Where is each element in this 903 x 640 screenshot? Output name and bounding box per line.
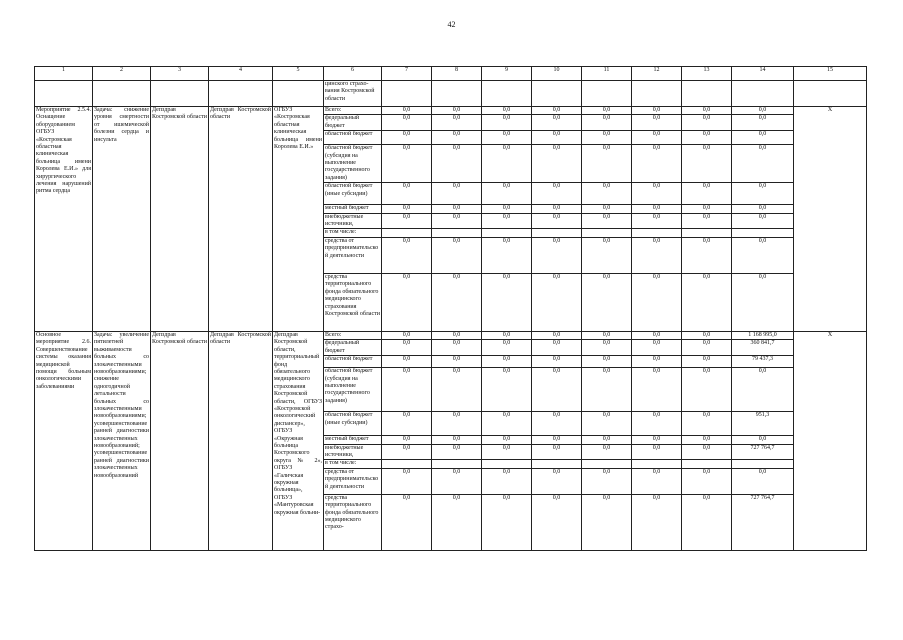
value-cell	[532, 229, 582, 237]
header-cell: 12	[632, 67, 682, 81]
value-cell: 0,0	[732, 213, 794, 229]
section1-col15: X	[794, 107, 867, 332]
value-cell	[632, 229, 682, 237]
value-cell: 0,0	[582, 468, 632, 494]
header-cell: 2	[93, 67, 151, 81]
value-cell: 0,0	[682, 145, 732, 183]
value-cell: 0,0	[432, 213, 482, 229]
value-cell: 0,0	[632, 436, 682, 444]
value-cell: 0,0	[382, 213, 432, 229]
value-cell: 0,0	[682, 273, 732, 331]
value-cell: 0,0	[432, 107, 482, 115]
value-cell: 0,0	[682, 494, 732, 550]
value-cell: 360 841,7	[732, 340, 794, 356]
value-cell: 0,0	[432, 340, 482, 356]
value-cell	[532, 460, 582, 468]
value-cell: 0,0	[482, 356, 532, 368]
value-cell: 0,0	[482, 412, 532, 436]
value-cell: 0,0	[732, 145, 794, 183]
value-cell: 0,0	[432, 468, 482, 494]
value-cell: 0,0	[682, 356, 732, 368]
value-cell	[482, 229, 532, 237]
value-cell: 0,0	[382, 145, 432, 183]
value-cell: 0,0	[632, 273, 682, 331]
value-cell: 0,0	[532, 183, 582, 205]
value-cell: 0,0	[382, 205, 432, 213]
value-cell: 0,0	[732, 131, 794, 145]
value-cell: 0,0	[482, 444, 532, 460]
value-cell: 0,0	[532, 107, 582, 115]
value-cell	[632, 460, 682, 468]
value-cell: 0,0	[632, 331, 682, 339]
header-cell: 8	[432, 67, 482, 81]
value-cell: 0,0	[732, 237, 794, 273]
value-cell: 0,0	[382, 340, 432, 356]
header-cell: 4	[209, 67, 273, 81]
table-row	[35, 107, 867, 115]
value-cell: 0,0	[382, 331, 432, 339]
section1-col4: Депздрав Костромской области	[209, 107, 273, 332]
section2-col1: Основное мероприятие 2.6. Совершенствование системы оказания медицинской помощи больным онкологическими заболеваниями	[35, 331, 93, 550]
value-cell: 0,0	[632, 237, 682, 273]
funding-source-label: средства территориального фонда обязательного медицинского страхования Костромской области	[324, 273, 382, 331]
value-cell: 0,0	[682, 205, 732, 213]
value-cell: 0,0	[582, 237, 632, 273]
value-cell: 0,0	[582, 444, 632, 460]
funding-source-label: областной бюджет (иные субсидии)	[324, 183, 382, 205]
section1-col2: Задача: снижение уровня смертности от ишемической болезни сердца и инсульта	[93, 107, 151, 332]
header-cell: 9	[482, 67, 532, 81]
section1-col3: Депздрав Костромской области	[151, 107, 209, 332]
value-cell: 0,0	[382, 468, 432, 494]
value-cell: 0,0	[432, 183, 482, 205]
value-cell: 0,0	[482, 368, 532, 412]
value-cell: 0,0	[482, 145, 532, 183]
page-number: 42	[447, 20, 456, 29]
value-cell: 0,0	[532, 145, 582, 183]
value-cell: 0,0	[482, 183, 532, 205]
value-cell: 0,0	[482, 115, 532, 131]
header-cell: 3	[151, 67, 209, 81]
funding-source-label: в том числе:	[324, 460, 382, 468]
value-cell: 0,0	[682, 107, 732, 115]
section2-col15: X	[794, 331, 867, 550]
value-cell: 0,0	[432, 273, 482, 331]
value-cell: 0,0	[682, 237, 732, 273]
value-cell: 0,0	[682, 412, 732, 436]
value-cell: 0,0	[532, 115, 582, 131]
value-cell: 0,0	[532, 368, 582, 412]
section2-col5: Депздрав Костромской области, территориальный фонд обязательного медицинского страхования Костромской области, ОГБУЗ «Костромской онкологический диспансер», ОГБУЗ «Окружная больница Костромского округа № 2», ОГБУЗ «Галичская окружная больница», ОГБУЗ «Мантуровская окружная больни-	[273, 331, 324, 550]
table-row	[35, 331, 867, 339]
value-cell: 0,0	[432, 131, 482, 145]
header-row	[35, 67, 867, 81]
funding-source-label: местный бюджет	[324, 205, 382, 213]
value-cell: 0,0	[432, 412, 482, 436]
value-cell: 0,0	[632, 115, 682, 131]
value-cell: 0,0	[632, 107, 682, 115]
value-cell: 0,0	[582, 273, 632, 331]
value-cell: 0,0	[382, 237, 432, 273]
value-cell: 0,0	[532, 356, 582, 368]
funding-source-label: областной бюджет (иные субсидии)	[324, 412, 382, 436]
value-cell: 0,0	[582, 331, 632, 339]
value-cell: 727 764,7	[732, 494, 794, 550]
value-cell	[732, 460, 794, 468]
value-cell: 0,0	[582, 368, 632, 412]
value-cell: 0,0	[432, 436, 482, 444]
value-cell: 0,0	[632, 131, 682, 145]
value-cell	[432, 460, 482, 468]
value-cell	[582, 229, 632, 237]
value-cell: 0,0	[432, 331, 482, 339]
value-cell: 0,0	[482, 237, 532, 273]
value-cell	[482, 460, 532, 468]
funding-source-label: областной бюджет (субсидия на выполнение государственного задания)	[324, 145, 382, 183]
value-cell: 951,3	[732, 412, 794, 436]
funding-source-label: областной бюджет	[324, 131, 382, 145]
value-cell: 0,0	[432, 494, 482, 550]
value-cell: 0,0	[382, 436, 432, 444]
value-cell: 0,0	[432, 145, 482, 183]
value-cell: 0,0	[682, 436, 732, 444]
value-cell: 0,0	[682, 183, 732, 205]
value-cell: 0,0	[582, 494, 632, 550]
section2-col4: Депздрав Костромской области	[209, 331, 273, 550]
header-cell: 13	[682, 67, 732, 81]
value-cell: 0,0	[482, 340, 532, 356]
value-cell: 0,0	[382, 183, 432, 205]
value-cell: 0,0	[632, 368, 682, 412]
value-cell: 0,0	[732, 436, 794, 444]
value-cell: 0,0	[382, 444, 432, 460]
value-cell: 0,0	[632, 145, 682, 183]
value-cell: 0,0	[632, 183, 682, 205]
header-cell: 1	[35, 67, 93, 81]
value-cell: 0,0	[682, 444, 732, 460]
value-cell: 0,0	[532, 468, 582, 494]
header-cell: 11	[582, 67, 632, 81]
value-cell: 0,0	[682, 213, 732, 229]
value-cell: 0,0	[382, 356, 432, 368]
value-cell: 0,0	[682, 331, 732, 339]
value-cell: 0,0	[582, 115, 632, 131]
funding-source-label: областной бюджет (субсидия на выполнение государственного задания)	[324, 368, 382, 412]
funding-source-label: федеральный бюджет	[324, 115, 382, 131]
value-cell: 0,0	[382, 273, 432, 331]
value-cell	[582, 460, 632, 468]
funding-source-label: средства от предпринимательской деятельности	[324, 468, 382, 494]
header-cell: 7	[382, 67, 432, 81]
header-cell: 15	[794, 67, 867, 81]
value-cell: 0,0	[382, 412, 432, 436]
value-cell: 0,0	[482, 213, 532, 229]
section1-col1: Мероприятие 2.5.4. Оснащение оборудованием ОГБУЗ «Костромская областная клиническая больница имени Королева Е.И.» для хирургического лечения нарушений ритма сердца	[35, 107, 93, 332]
funding-source-label: Всего:	[324, 107, 382, 115]
value-cell: 0,0	[632, 494, 682, 550]
value-cell: 0,0	[682, 131, 732, 145]
value-cell: 0,0	[482, 107, 532, 115]
value-cell: 0,0	[632, 205, 682, 213]
value-cell: 0,0	[732, 107, 794, 115]
funding-source-label: средства территориального фонда обязательного медицинского страхо-	[324, 494, 382, 550]
value-cell: 0,0	[732, 205, 794, 213]
section2-col3: Депздрав Костромской области	[151, 331, 209, 550]
value-cell: 0,0	[582, 356, 632, 368]
value-cell: 0,0	[582, 183, 632, 205]
funding-source-label: внебюджетные источники,	[324, 213, 382, 229]
value-cell: 0,0	[682, 340, 732, 356]
value-cell: 0,0	[382, 115, 432, 131]
value-cell: 0,0	[382, 494, 432, 550]
value-cell	[682, 229, 732, 237]
value-cell: 0,0	[532, 444, 582, 460]
value-cell	[682, 460, 732, 468]
value-cell: 0,0	[582, 145, 632, 183]
section1-col5: ОГБУЗ «Костромская областная клиническая больница имени Королева Е.И.»	[273, 107, 324, 332]
value-cell: 0,0	[432, 237, 482, 273]
funding-source-label: внебюджетные источники,	[324, 444, 382, 460]
value-cell: 0,0	[682, 115, 732, 131]
value-cell: 0,0	[582, 131, 632, 145]
value-cell: 0,0	[632, 444, 682, 460]
value-cell: 0,0	[382, 131, 432, 145]
value-cell: 0,0	[632, 412, 682, 436]
value-cell: 0,0	[532, 331, 582, 339]
value-cell: 0,0	[432, 356, 482, 368]
value-cell: 0,0	[432, 205, 482, 213]
value-cell: 0,0	[382, 107, 432, 115]
value-cell: 0,0	[732, 468, 794, 494]
value-cell: 727 764,7	[732, 444, 794, 460]
header-cell: 5	[273, 67, 324, 81]
value-cell: 0,0	[532, 412, 582, 436]
value-cell: 0,0	[732, 115, 794, 131]
value-cell: 0,0	[582, 213, 632, 229]
value-cell: 0,0	[632, 356, 682, 368]
value-cell: 0,0	[532, 213, 582, 229]
value-cell: 0,0	[482, 494, 532, 550]
carry-row	[35, 81, 867, 107]
value-cell: 0,0	[532, 237, 582, 273]
value-cell: 0,0	[482, 205, 532, 213]
value-cell: 0,0	[482, 436, 532, 444]
value-cell: 0,0	[632, 340, 682, 356]
funding-source-label: областной бюджет	[324, 356, 382, 368]
funding-source-label: средства от предпринимательской деятельности	[324, 237, 382, 273]
value-cell: 0,0	[482, 468, 532, 494]
value-cell: 0,0	[732, 273, 794, 331]
value-cell: 0,0	[582, 107, 632, 115]
value-cell: 0,0	[382, 368, 432, 412]
value-cell: 0,0	[432, 368, 482, 412]
value-cell: 0,0	[532, 340, 582, 356]
value-cell: 0,0	[482, 331, 532, 339]
value-cell: 0,0	[682, 468, 732, 494]
funding-source-label: Всего:	[324, 331, 382, 339]
value-cell: 0,0	[532, 436, 582, 444]
value-cell	[732, 229, 794, 237]
section2-col2: Задача: увеличение пятилетней выживаемости больных со злокачественными новообразованиями; снижение одногодичной летальности больных со злокачественными новообразованиями; усовершенствование ранней диагностики злокачественных новообразований; усовершенствование ранней диагностики злокачественных новообразований	[93, 331, 151, 550]
value-cell	[382, 229, 432, 237]
value-cell: 0,0	[682, 368, 732, 412]
carry-label: цинского страхо-вания Костромской области	[324, 81, 382, 107]
value-cell: 0,0	[732, 183, 794, 205]
value-cell: 0,0	[532, 494, 582, 550]
funding-source-label: местный бюджет	[324, 436, 382, 444]
value-cell: 0,0	[482, 273, 532, 331]
value-cell: 0,0	[432, 115, 482, 131]
value-cell: 0,0	[632, 213, 682, 229]
value-cell: 0,0	[582, 412, 632, 436]
value-cell: 0,0	[532, 205, 582, 213]
value-cell: 0,0	[732, 368, 794, 412]
value-cell	[382, 460, 432, 468]
header-cell: 14	[732, 67, 794, 81]
program-table	[34, 66, 867, 551]
value-cell: 0,0	[582, 340, 632, 356]
funding-source-label: в том числе:	[324, 229, 382, 237]
value-cell: 0,0	[582, 205, 632, 213]
value-cell: 79 437,3	[732, 356, 794, 368]
value-cell: 0,0	[632, 468, 682, 494]
header-cell: 10	[532, 67, 582, 81]
value-cell: 1 168 995,0	[732, 331, 794, 339]
header-cell: 6	[324, 67, 382, 81]
funding-source-label: федеральный бюджет	[324, 340, 382, 356]
value-cell: 0,0	[532, 273, 582, 331]
value-cell: 0,0	[482, 131, 532, 145]
value-cell: 0,0	[582, 436, 632, 444]
value-cell	[432, 229, 482, 237]
value-cell: 0,0	[432, 444, 482, 460]
value-cell: 0,0	[532, 131, 582, 145]
